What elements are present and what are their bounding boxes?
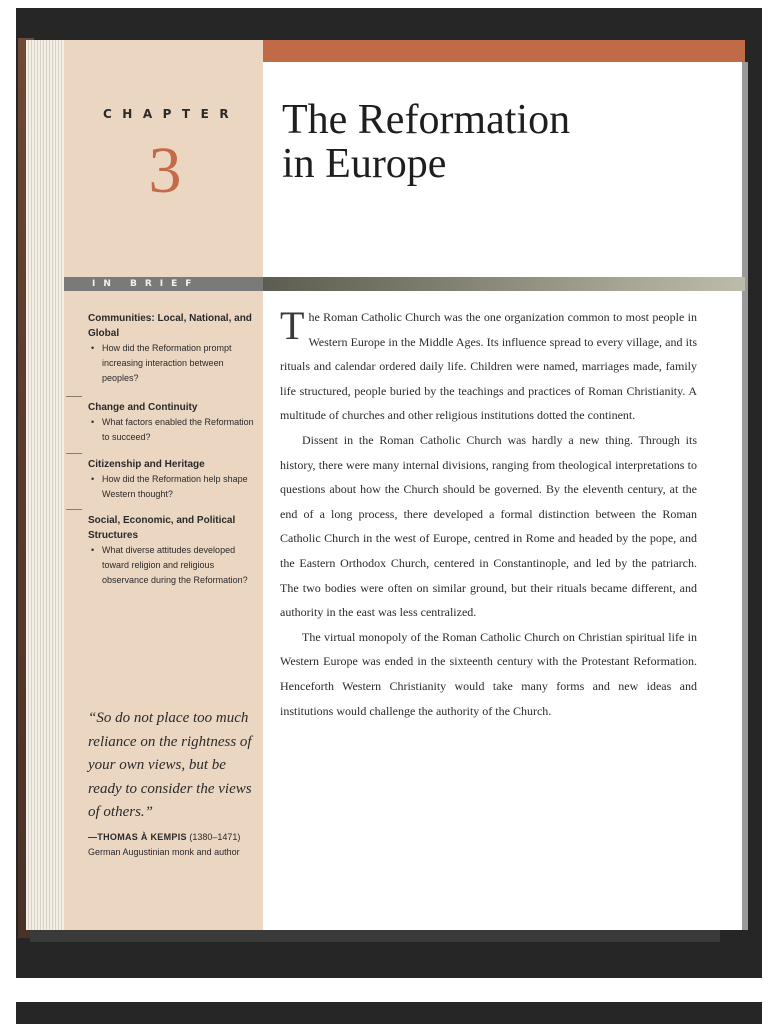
section-heading: Social, Economic, and Political Structures [88, 515, 236, 541]
section-heading: Change and Continuity [88, 402, 198, 413]
in-brief-section [88, 400, 256, 445]
bullet-icon: • [91, 343, 95, 353]
chapter-title [282, 98, 712, 186]
bullet-icon: • [91, 474, 95, 484]
body-text [280, 305, 697, 723]
bullet-icon: • [91, 545, 95, 555]
section-question [88, 543, 256, 588]
section-question [88, 341, 256, 386]
quote-attribution [88, 830, 258, 860]
section-divider [66, 509, 82, 510]
question-text: How did the Reformation prompt increasing interaction between peoples? [102, 343, 232, 383]
question-text: How did the Reformation help shape Western thought? [102, 474, 248, 499]
in-brief-section [88, 311, 256, 386]
scan-bottom-bar [16, 1002, 762, 1024]
chapter-label: CHAPTER [103, 107, 240, 121]
page-right-shadow [742, 62, 748, 930]
question-text: What diverse attitudes developed toward religion and religious observance during the Reformation? [102, 545, 248, 585]
in-brief-section [88, 513, 256, 588]
paragraph: Dissent in the Roman Catholic Church was hardly a new thing. Through its history, there were many internal divisions, ranging from theological interpretations to questions about how the Church should be governed. By the eleventh century, at the end of a long process, there developed a formal distinction between the Roman Catholic Church in the west of Europe, centred in Rome and headed by the pope, and the Eastern Orthodox Church, centered in Constantinople, and led by the patriarch. The two bodies were often on similar ground, but their rituals became different, and authority in the east was less centralized. [280, 432, 697, 620]
paragraph [280, 305, 697, 428]
page-stack-edge [26, 40, 68, 930]
page-bottom-shadow [30, 930, 720, 942]
in-brief-label: IN BRIEF [92, 279, 200, 289]
question-text: What factors enabled the Reformation to succeed? [102, 417, 254, 442]
header-rule [263, 277, 745, 291]
section-heading: Communities: Local, National, and Global [88, 313, 252, 339]
section-divider [66, 396, 82, 397]
section-question [88, 415, 256, 445]
quote-author: —THOMAS À KEMPIS [88, 832, 187, 842]
section-heading: Citizenship and Heritage [88, 459, 205, 470]
drop-cap: T [280, 303, 305, 348]
chapter-number: 3 [148, 134, 182, 207]
paragraph: The virtual monopoly of the Roman Catholic Church on Christian spiritual life in Western Europe was ended in the sixteenth century with the Protestant Reformation. Henceforth Western Christianity would take many forms and new ideas and institutions would challenge the authority of the Church. [280, 629, 697, 718]
in-brief-section [88, 457, 256, 502]
title-line-1: The Reformation [282, 97, 571, 143]
quote-author-description: German Augustinian monk and author [88, 847, 240, 857]
epigraph-quote: “So do not place too much reliance on the rightness of your own views, but be ready to consider the views of others.” [88, 710, 252, 820]
bullet-icon: • [91, 417, 95, 427]
title-line-2: in Europe [282, 141, 447, 187]
section-question [88, 472, 256, 502]
top-accent-band [263, 40, 745, 62]
paragraph-text: he Roman Catholic Church was the one organization common to most people in Western Europe in the Middle Ages. Its influence spread to every village, and its rituals and calendar ordered daily life. Children were named, marriages made, family life structured, people buried by the teachings and practices of Roman Christianity. A multitude of churches and other religious institutions dotted the continent. [280, 310, 697, 423]
quote-dates: (1380–1471) [189, 832, 241, 842]
section-divider [66, 453, 82, 454]
